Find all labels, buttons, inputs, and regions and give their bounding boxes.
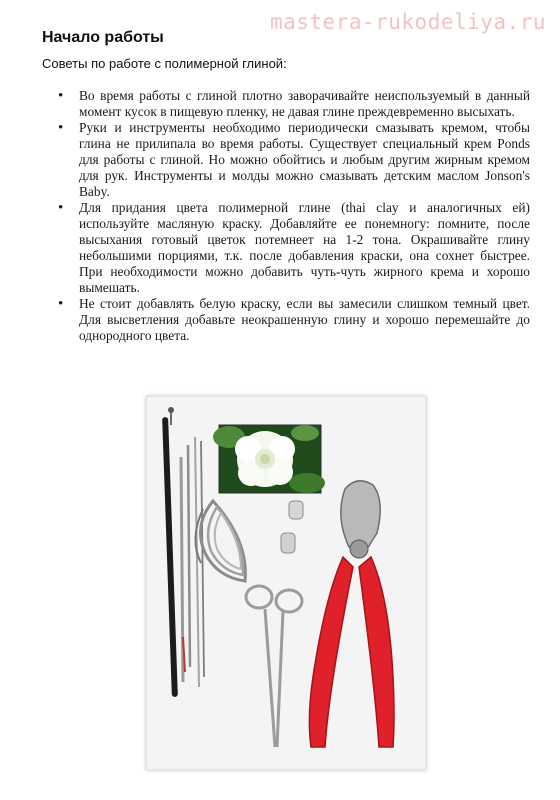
tip-item: • Не стоит добавлять белую краску, если вы замесили слишком темный цвет. Для высветления добавьте неокрашенную глину и хорошо перемешайте до однородного цвета. — [58, 296, 530, 344]
section-subtitle: Советы по работе с полимерной глиной: — [42, 56, 287, 71]
pliers-icon — [309, 481, 394, 747]
tip-item: • Для придания цвета полимерной глине (thai clay и аналогичных ей) используйте масляную краску. Добавляйте ее понемногу: помните, после высыхания готовый цветок потемнеет на 1-2 тона. Окрашивайте глину небольшими порциями, т.к. после добавления краски, она сохнет быстрее. При необходимости можно добавить чуть-чуть жирного крема и хорошо вымешать. — [58, 200, 530, 296]
flower-icon — [235, 431, 295, 487]
tip-item: • Руки и инструменты необходимо периодически смазывать кремом, чтобы глина не прилипала во время работы. Существует специальный крем Ponds для работы с глиной. Но можно обойтись и любым другим жирным кремом для рук. Инструменты и молды можно смазывать детским маслом Jonson's Baby. — [58, 120, 530, 200]
scissors-icon — [246, 586, 302, 747]
tools-photo — [146, 396, 426, 770]
section-heading: Начало работы — [42, 29, 164, 46]
tips-list — [58, 88, 530, 344]
flower-card — [213, 425, 325, 493]
tools-illustration — [147, 397, 425, 769]
small-cutters — [281, 501, 303, 553]
tip-item: • Во время работы с глиной плотно заворачивайте неиспользуемый в данный момент кусок в пищевую пленку, не давая глине преждевременно высыхать. — [58, 88, 530, 120]
site-watermark: mastera-rukodeliya.ru — [269, 10, 546, 34]
